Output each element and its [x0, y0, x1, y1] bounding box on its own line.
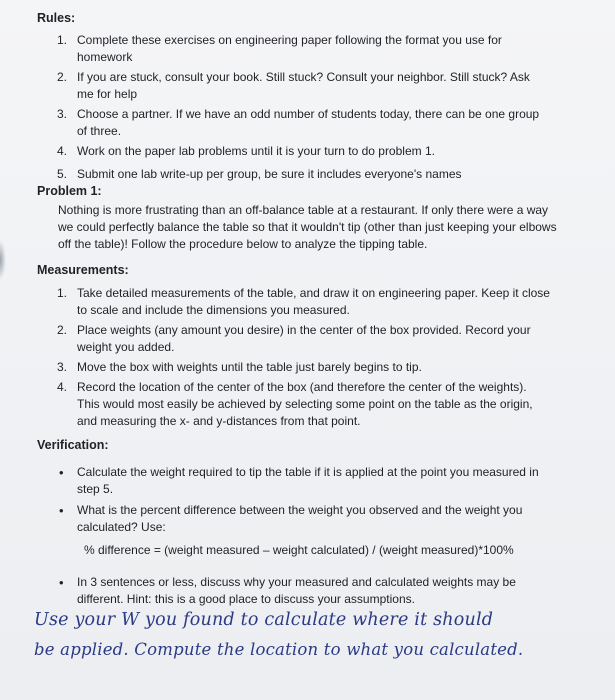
measurements-item [57, 285, 552, 319]
rules-item [57, 69, 547, 103]
rules-item-text: Complete these exercises on engineering paper following the format you use for homework [77, 33, 502, 64]
measurements-item-number: 3. [57, 360, 68, 374]
verification-item-text: What is the percent difference between the weight you observed and the weight you calculated? Use: [77, 503, 523, 534]
rules-item-text: If you are stuck, consult your book. Still stuck? Consult your neighbor. Still stuck? Ask me for help [77, 70, 530, 101]
verification-item [57, 574, 557, 608]
bullet-icon: • [59, 503, 64, 518]
measurements-item [57, 379, 552, 430]
rules-item-number: 1. [57, 33, 68, 47]
verification-list-last [57, 574, 557, 611]
problem-text: Nothing is more frustrating than an off-balance table at a restaurant. If only there were a way we could perfectly balance the table so that it wouldn't tip (other than just keeping your elbows off the table)! Follow the procedure below to analyze the tipping table. [58, 203, 557, 251]
measurements-item [57, 322, 552, 356]
handwritten-note-line-2: be applied. Compute the location to what you calculated. [34, 640, 524, 659]
verification-item-text: Calculate the weight required to tip the table if it is applied at the point you measured in step 5. [77, 465, 539, 496]
verification-heading: Verification: [37, 438, 109, 452]
verification-list [57, 464, 557, 539]
measurements-item-number: 2. [57, 323, 68, 337]
rules-item-number: 3. [57, 107, 68, 121]
measurements-item [57, 359, 552, 376]
percent-difference-formula: % difference = (weight measured – weight calculated) / (weight measured)*100% [84, 543, 514, 557]
page-edge-shadow [0, 240, 6, 280]
rules-item [57, 106, 547, 140]
rules-item [57, 143, 547, 160]
verification-item [57, 464, 557, 498]
measurements-heading: Measurements: [37, 263, 129, 277]
rules-item-text: Work on the paper lab problems until it is your turn to do problem 1. [77, 144, 435, 158]
measurements-list [57, 285, 552, 433]
rules-item-number: 5. [57, 167, 68, 181]
rules-list [57, 32, 547, 186]
measurements-item-text: Move the box with weights until the table just barely begins to tip. [77, 360, 422, 374]
measurements-item-text: Take detailed measurements of the table, and draw it on engineering paper. Keep it close to scale and include the dimensions you measured. [77, 286, 550, 317]
measurements-item-text: Place weights (any amount you desire) in the center of the box provided. Record your weight you added. [77, 323, 531, 354]
measurements-item-number: 4. [57, 380, 68, 394]
handwritten-note-line-1: Use your W you found to calculate where it should [34, 610, 494, 630]
rules-item-number: 4. [57, 144, 68, 158]
bullet-icon: • [59, 465, 64, 480]
measurements-item-text: Record the location of the center of the box (and therefore the center of the weights). This would most easily be achieved by selecting some point on the table as the origin, and measuring the x- and y-distances from that point. [77, 380, 533, 428]
rules-item-text: Choose a partner. If we have an odd number of students today, there can be one group of three. [77, 107, 540, 138]
verification-item-text: In 3 sentences or less, discuss why your measured and calculated weights may be different. Hint: this is a good place to discuss your assumptions. [77, 575, 516, 606]
rules-item-text: Submit one lab write-up per group, be sure it includes everyone's names [77, 167, 462, 181]
rules-item-number: 2. [57, 70, 68, 84]
rules-item [57, 166, 547, 183]
problem-heading: Problem 1: [37, 184, 102, 198]
verification-item [57, 502, 557, 536]
rules-item [57, 32, 547, 66]
measurements-item-number: 1. [57, 286, 68, 300]
bullet-icon: • [59, 575, 64, 590]
rules-heading: Rules: [37, 11, 76, 25]
